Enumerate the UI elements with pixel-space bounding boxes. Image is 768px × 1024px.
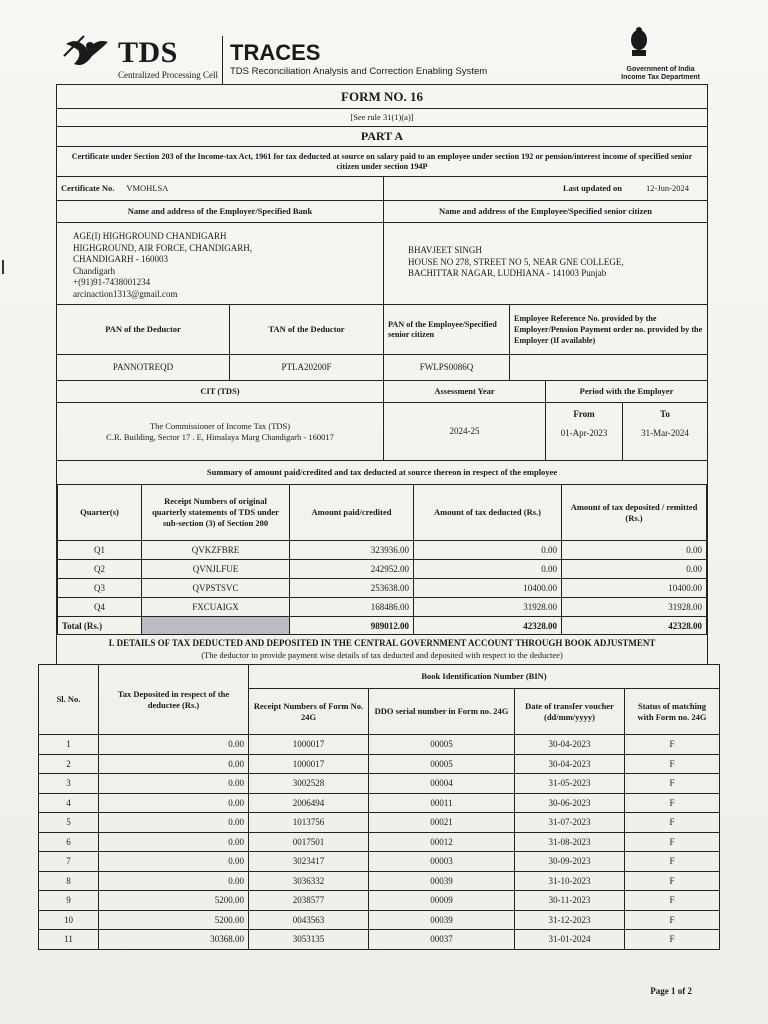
sl-no-cell: 3 [39, 774, 99, 794]
form-rule: [See rule 31(1)(a)] [350, 112, 414, 122]
sl-no-cell: 4 [39, 793, 99, 813]
page-number: Page 1 of 2 [650, 986, 692, 996]
ddo-serial-cell: 00005 [369, 754, 515, 774]
employer-line: arcinaction1313@gmail.com [73, 288, 178, 299]
details-table [38, 664, 720, 950]
table-row [39, 852, 720, 872]
matching-status-cell: F [625, 754, 720, 774]
period-header: Period with the Employer [579, 386, 674, 396]
receipt-24g-cell: 3023417 [249, 852, 369, 872]
total-receipt-shaded [142, 617, 290, 635]
sl-no-cell: 8 [39, 871, 99, 891]
transfer-date-cell: 30-06-2023 [515, 793, 625, 813]
details-title: I. DETAILS OF TAX DEDUCTED AND DEPOSITED IN THE CENTRAL GOVERNMENT ACCOUNT THROUGH BOOK ADJUSTMENT [56, 634, 708, 648]
employee-line: BACHITTAR NAGAR, LUDHIANA - 141003 Punjab [408, 268, 607, 278]
receipt-24g-cell: 3053135 [249, 930, 369, 950]
employee-reference-value [510, 355, 707, 380]
sl-no-cell: 1 [39, 735, 99, 755]
table-row [39, 891, 720, 911]
cit-header: CIT (TDS) [57, 381, 384, 402]
details-body [39, 735, 720, 950]
receipt-cell: QVNJLFUE [142, 560, 290, 579]
employee-header: Name and address of the Employee/Specified senior citizen [439, 206, 652, 216]
quarter-cell: Q2 [58, 560, 142, 579]
deducted-cell: 10400.00 [414, 579, 562, 598]
quarter-cell: Q4 [58, 598, 142, 617]
matching-status-cell: F [625, 832, 720, 852]
sl-no-header: Sl. No. [39, 665, 99, 735]
certificate-description: Certificate under Section 203 of the Income-tax Act, 1961 for tax deducted at source on salary paid to an employee under section 192 or pension/interest income of specified senior citizen under section 194P [71, 151, 693, 171]
table-row [58, 598, 707, 617]
deposited-header: Amount of tax deposited / remitted (Rs.) [562, 485, 707, 541]
assessment-year-header: Assessment Year [384, 381, 546, 402]
transfer-date-cell: 30-11-2023 [515, 891, 625, 911]
tax-deposited-cell: 0.00 [99, 735, 249, 755]
ddo-serial-cell: 00005 [369, 735, 515, 755]
last-updated-label: Last updated on [562, 183, 623, 193]
receipt-cell: FXCUAIGX [142, 598, 290, 617]
receipt-header: Receipt Numbers of original quarterly statements of TDS under sub-section (3) of Section 200 [142, 485, 290, 541]
receipt-24g-cell: 2006494 [249, 793, 369, 813]
receipt-24g-header: Receipt Numbers of Form No. 24G [249, 689, 369, 735]
receipt-24g-cell: 3002528 [249, 774, 369, 794]
sl-no-cell: 10 [39, 910, 99, 930]
traces-subtitle: TDS Reconciliation Analysis and Correction Enabling System [230, 66, 488, 77]
receipt-24g-cell: 1000017 [249, 754, 369, 774]
govt-line-2: Income Tax Department [621, 74, 700, 81]
tan-deductor-header: TAN of the Deductor [230, 305, 384, 354]
transfer-date-cell: 31-01-2024 [515, 930, 625, 950]
employee-line: BHAVJEET SINGH [408, 245, 482, 255]
bin-header-row [39, 665, 720, 689]
to-label: To [660, 409, 670, 419]
transfer-date-cell: 31-12-2023 [515, 910, 625, 930]
ddo-serial-cell: 00037 [369, 930, 515, 950]
ddo-serial-cell: 00011 [369, 793, 515, 813]
ddo-serial-header: DDO serial number in Form no. 24G [369, 689, 515, 735]
pan-employee-value: FWLPS0086Q [384, 355, 510, 380]
table-row [58, 560, 707, 579]
sl-no-cell: 6 [39, 832, 99, 852]
receipt-24g-cell: 3036332 [249, 871, 369, 891]
national-emblem-icon [626, 26, 652, 60]
total-paid: 989012.00 [290, 617, 414, 635]
pan-deductor-header: PAN of the Deductor [57, 305, 230, 354]
deducted-header: Amount of tax deducted (Rs.) [414, 485, 562, 541]
sl-no-cell: 5 [39, 813, 99, 833]
tax-deposited-cell: 5200.00 [99, 910, 249, 930]
matching-status-cell: F [625, 930, 720, 950]
ddo-serial-cell: 00009 [369, 891, 515, 911]
ddo-serial-cell: 00012 [369, 832, 515, 852]
table-row [39, 910, 720, 930]
tax-deposited-cell: 0.00 [99, 832, 249, 852]
tax-deposited-header: Tax Deposited in respect of the deductee (Rs.) [99, 665, 249, 735]
sl-no-cell: 11 [39, 930, 99, 950]
table-row [39, 871, 720, 891]
table-row [58, 579, 707, 598]
deposited-cell: 0.00 [562, 560, 707, 579]
ddo-serial-cell: 00039 [369, 871, 515, 891]
deposited-cell: 10400.00 [562, 579, 707, 598]
ddo-serial-cell: 00039 [369, 910, 515, 930]
certificate-no-cell [57, 177, 384, 200]
bin-header: Book Identification Number (BIN) [249, 665, 720, 689]
cert-no-label: Certificate No. [61, 183, 115, 193]
summary-total-row [58, 617, 707, 635]
transfer-date-cell: 30-04-2023 [515, 735, 625, 755]
table-row [39, 930, 720, 950]
total-deposited: 42328.00 [562, 617, 707, 635]
paid-cell: 168486.00 [290, 598, 414, 617]
details-section [38, 634, 720, 950]
employee-line: HOUSE NO 278, STREET NO 5, NEAR GNE COLLEGE, [408, 256, 624, 267]
matching-status-cell: F [625, 910, 720, 930]
matching-status-cell: F [625, 852, 720, 872]
matching-status-cell: F [625, 813, 720, 833]
paid-cell: 323936.00 [290, 541, 414, 560]
tds-logo-subtitle: Centralized Processing Cell [118, 70, 218, 80]
tax-deposited-cell: 0.00 [99, 871, 249, 891]
assessment-year-value: 2024-25 [384, 403, 546, 460]
employer-line: +(91)91-7438001234 [73, 277, 151, 287]
table-row [39, 813, 720, 833]
last-updated-cell [384, 177, 707, 200]
govt-of-india-label [621, 66, 700, 82]
tax-deposited-cell: 0.00 [99, 774, 249, 794]
quarter-header: Quarter(s) [58, 485, 142, 541]
matching-status-cell: F [625, 793, 720, 813]
receipt-24g-cell: 1000017 [249, 735, 369, 755]
summary-title: Summary of amount paid/credited and tax deducted at source thereon in respect of the employee [206, 467, 558, 477]
cit-line-2: C.R. Building, Sector 17 . E, Himalaya Marg Chandigarh - 160017 [106, 431, 334, 442]
part-a-heading: PART A [360, 129, 404, 143]
table-row [58, 541, 707, 560]
cit-address [57, 403, 384, 460]
period-to [623, 403, 707, 460]
tax-deposited-cell: 30368.00 [99, 930, 249, 950]
tax-deposited-cell: 0.00 [99, 793, 249, 813]
last-updated-value: 12-Jun-2024 [646, 183, 689, 193]
tax-deposited-cell: 0.00 [99, 852, 249, 872]
ddo-serial-cell: 00003 [369, 852, 515, 872]
tds-logo-text: TDS [118, 36, 178, 69]
tax-deposited-cell: 5200.00 [99, 891, 249, 911]
tan-deductor-value: PTLA20200F [230, 355, 384, 380]
employee-address [384, 223, 707, 304]
transfer-date-cell: 31-08-2023 [515, 832, 625, 852]
table-row [39, 774, 720, 794]
transfer-date-cell: 31-05-2023 [515, 774, 625, 794]
matching-status-cell: F [625, 871, 720, 891]
employer-line: HIGHGROUND, AIR FORCE, CHANDIGARH, [73, 242, 253, 253]
matching-status-cell: F [625, 735, 720, 755]
tax-deposited-cell: 0.00 [99, 813, 249, 833]
transfer-date-cell: 31-10-2023 [515, 871, 625, 891]
receipt-24g-cell: 0017501 [249, 832, 369, 852]
receipt-24g-cell: 1013756 [249, 813, 369, 833]
matching-status-header: Status of matching with Form no. 24G [625, 689, 720, 735]
pan-employee-header: PAN of the Employee/Specified senior citizen [384, 305, 510, 354]
employer-header: Name and address of the Employer/Specified Bank [57, 201, 384, 222]
total-label: Total (Rs.) [58, 617, 142, 635]
sl-no-cell: 2 [39, 754, 99, 774]
cit-line-1: The Commissioner of Income Tax (TDS) [149, 420, 291, 431]
transfer-date-cell: 30-04-2023 [515, 754, 625, 774]
to-value: 31-Mar-2024 [641, 428, 689, 438]
receipt-cell: QVKZFBRE [142, 541, 290, 560]
deducted-cell: 31928.00 [414, 598, 562, 617]
tds-logo-icon [62, 34, 122, 74]
deposited-cell: 0.00 [562, 541, 707, 560]
details-subtitle: (The deductor to provide payment wise details of tax deducted and deposited with respect to the deductee) [56, 648, 708, 664]
deducted-cell: 0.00 [414, 560, 562, 579]
receipt-cell: QVPSTSVC [142, 579, 290, 598]
header-divider [222, 36, 223, 84]
receipt-24g-cell: 0043563 [249, 910, 369, 930]
form-title: FORM NO. 16 [341, 89, 423, 104]
matching-status-cell: F [625, 774, 720, 794]
receipt-24g-cell: 2038577 [249, 891, 369, 911]
paid-header: Amount paid/credited [290, 485, 414, 541]
transfer-date-cell: 31-07-2023 [515, 813, 625, 833]
employee-reference-header: Employee Reference No. provided by the Employer/Pension Payment order no. provided by the Employer (If available) [514, 314, 703, 345]
transfer-date-cell: 30-09-2023 [515, 852, 625, 872]
total-deducted: 42328.00 [414, 617, 562, 635]
summary-table [57, 484, 707, 635]
period-from [546, 403, 623, 460]
cert-no-value: VMOHLSA [126, 183, 169, 193]
margin-mark [2, 260, 4, 274]
from-value: 01-Apr-2023 [560, 428, 608, 438]
transfer-date-header: Date of transfer voucher (dd/mm/yyyy) [515, 689, 625, 735]
table-row [39, 832, 720, 852]
pan-deductor-value: PANNOTREQD [57, 355, 230, 380]
table-row [39, 754, 720, 774]
govt-line-1: Government of India [626, 66, 695, 73]
table-row [39, 735, 720, 755]
ddo-serial-cell: 00004 [369, 774, 515, 794]
quarter-cell: Q3 [58, 579, 142, 598]
employer-line: Chandigarh [73, 265, 115, 276]
header [52, 30, 712, 88]
quarter-cell: Q1 [58, 541, 142, 560]
from-label: From [573, 409, 595, 419]
sl-no-cell: 7 [39, 852, 99, 872]
paid-cell: 253638.00 [290, 579, 414, 598]
table-row [39, 793, 720, 813]
sl-no-cell: 9 [39, 891, 99, 911]
employer-line: AGE(I) HIGHGROUND CHANDIGARH [73, 231, 227, 241]
paid-cell: 242952.00 [290, 560, 414, 579]
employer-line: CHANDIGARH - 160003 [73, 254, 168, 264]
deducted-cell: 0.00 [414, 541, 562, 560]
summary-header-row [58, 485, 707, 541]
employer-address [57, 223, 384, 304]
tax-deposited-cell: 0.00 [99, 754, 249, 774]
traces-title: TRACES [230, 40, 321, 65]
form-16-part-a [56, 84, 708, 635]
ddo-serial-cell: 00021 [369, 813, 515, 833]
deposited-cell: 31928.00 [562, 598, 707, 617]
matching-status-cell: F [625, 891, 720, 911]
